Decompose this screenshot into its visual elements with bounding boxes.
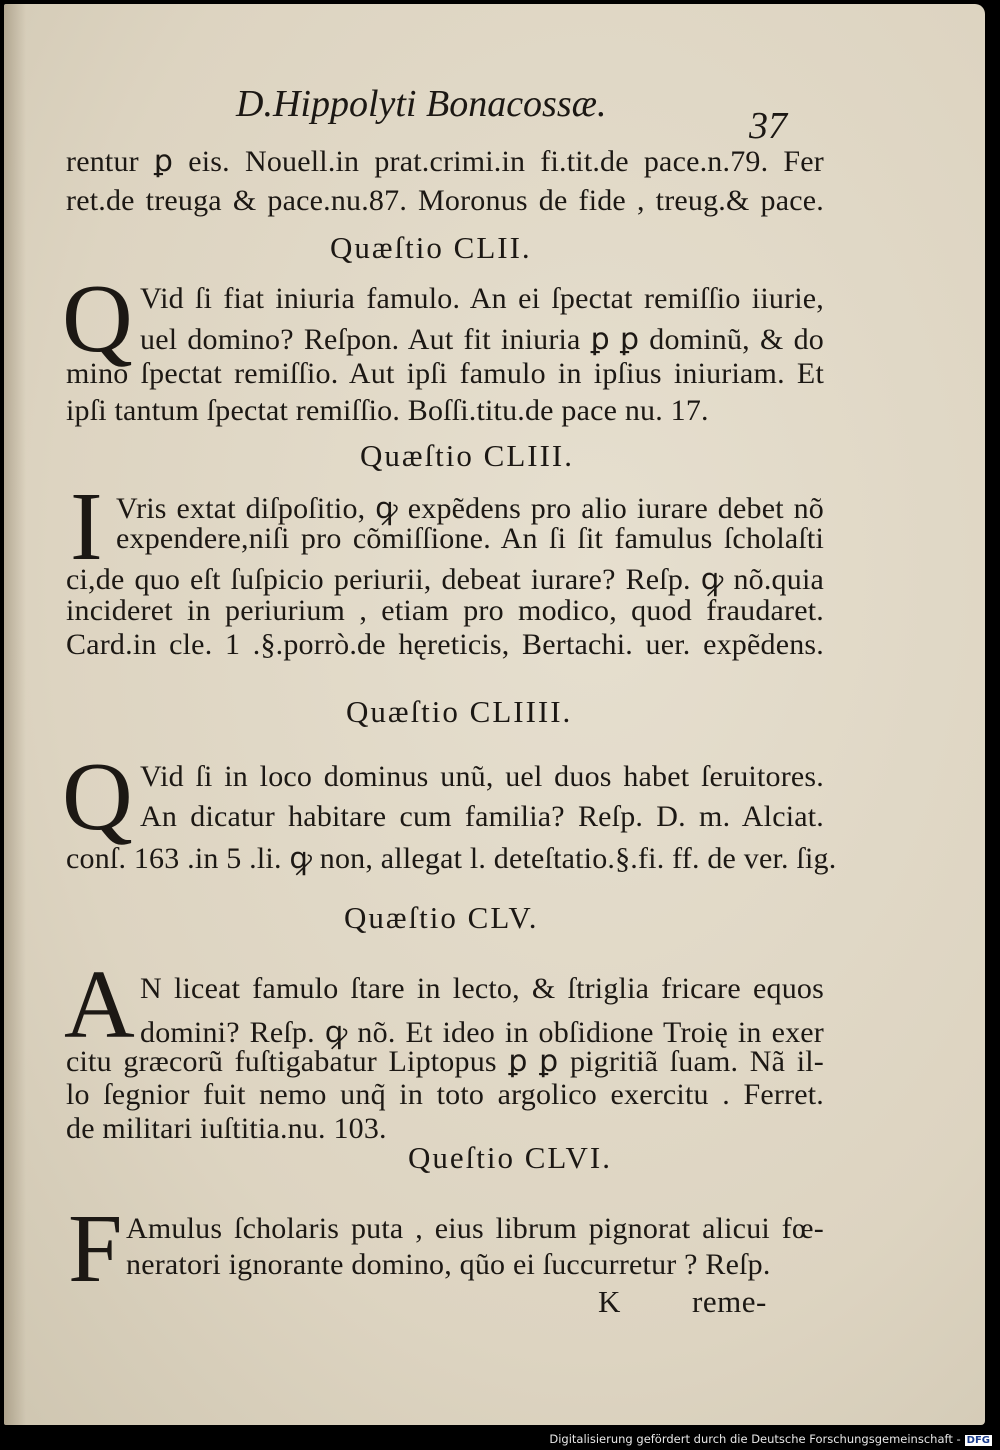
text-line: An dicatur habitare cum familia? Reſp. D. m. Alciat.	[140, 800, 824, 833]
section-heading: Quæſtio CLV.	[344, 900, 539, 935]
text-line: neratori ignorante domino, qũo ei ſuccurretur ? Reſp.	[126, 1248, 771, 1281]
text-line: uel domino? Reſpon. Aut fit iniuria ꝑ ꝑ dominũ, & do	[140, 323, 824, 356]
funding-notice	[549, 1432, 992, 1446]
funding-text: Digitalisierung gefördert durch die Deutsche Forschungsgemeinschaft -	[549, 1432, 961, 1446]
section-heading: Quæſtio CLIII.	[360, 438, 574, 473]
text-line: ret.de treuga & pace.nu.87. Moronus de fide , treug.& pace.	[66, 184, 824, 217]
text-line: domini? Reſp. ꝙ nõ. Et ideo in obſidione Troię in exer	[140, 1016, 824, 1049]
text-line: citu græcorũ fuſtigabatur Liptopus ꝑ ꝑ pigritiã ſuam. Nã il-	[66, 1045, 824, 1078]
text-line: Vris extat diſpoſitio, ꝙ expẽdens pro alio iurare debet nõ	[116, 492, 824, 525]
drop-initial: A	[64, 951, 135, 1059]
text-line: expendere,niſi pro cõmiſſione. An ſi ſit famulus ſcholaſti	[116, 522, 824, 555]
text-line: incideret in periurium , etiam pro modico, quod fraudaret.	[66, 594, 824, 627]
catchword: reme-	[692, 1284, 767, 1319]
running-header: D.Hippolyti Bonacossæ.	[236, 83, 607, 125]
text-line: de militari iuſtitia.nu. 103.	[66, 1112, 387, 1145]
text-line: Vid ſi fiat iniuria famulo. An ei ſpectat remiſſio iiurie,	[140, 282, 824, 315]
text-line: ci,de quo eſt ſuſpicio periurii, debeat iurare? Reſp. ꝙ nõ.quia	[66, 563, 824, 596]
drop-initial: I	[70, 473, 103, 581]
text-line: Card.in cle. 1 .§.porrò.de hęreticis, Bertachi. uer. expẽdens.	[66, 628, 824, 661]
drop-initial: F	[68, 1195, 123, 1303]
section-heading: Queſtio CLVI.	[408, 1140, 612, 1175]
section-heading: Quæſtio CLIIII.	[346, 694, 573, 729]
text-line: lo ſegnior fuit nemo unq̃ in toto argolico exercitu . Ferret.	[66, 1078, 824, 1111]
text-line: conſ. 163 .in 5 .li. ꝙ non, allegat l. deteſtatio.§.fi. ff. de ver. ſig.	[66, 842, 837, 875]
book-page	[4, 4, 985, 1425]
text-line: Vid ſi in loco dominus unũ, uel duos habet ſeruitores.	[140, 760, 824, 793]
text-line: rentur ꝑ eis. Nouell.in prat.crimi.in fi.tit.de pace.n.79. Fer	[66, 145, 824, 178]
drop-initial: Q	[62, 265, 133, 373]
page-edge-shadow	[4, 4, 26, 1425]
text-line: Amulus ſcholaris puta , eius librum pignorat alicui fœ-	[126, 1212, 824, 1245]
text-line: N liceat famulo ſtare in lecto, & ſtriglia fricare equos	[140, 972, 824, 1005]
drop-initial: Q	[62, 743, 133, 851]
dfg-logo: DFG	[966, 1435, 990, 1446]
signature-mark: K	[598, 1284, 621, 1319]
text-line: ipſi tantum ſpectat remiſſio. Boſſi.titu.de pace nu. 17.	[66, 394, 709, 427]
text-line: mino ſpectat remiſſio. Aut ipſi famulo in ipſius iniuriam. Et	[66, 357, 824, 390]
section-heading: Quæſtio CLII.	[330, 230, 532, 265]
page-number: 37	[749, 105, 787, 147]
